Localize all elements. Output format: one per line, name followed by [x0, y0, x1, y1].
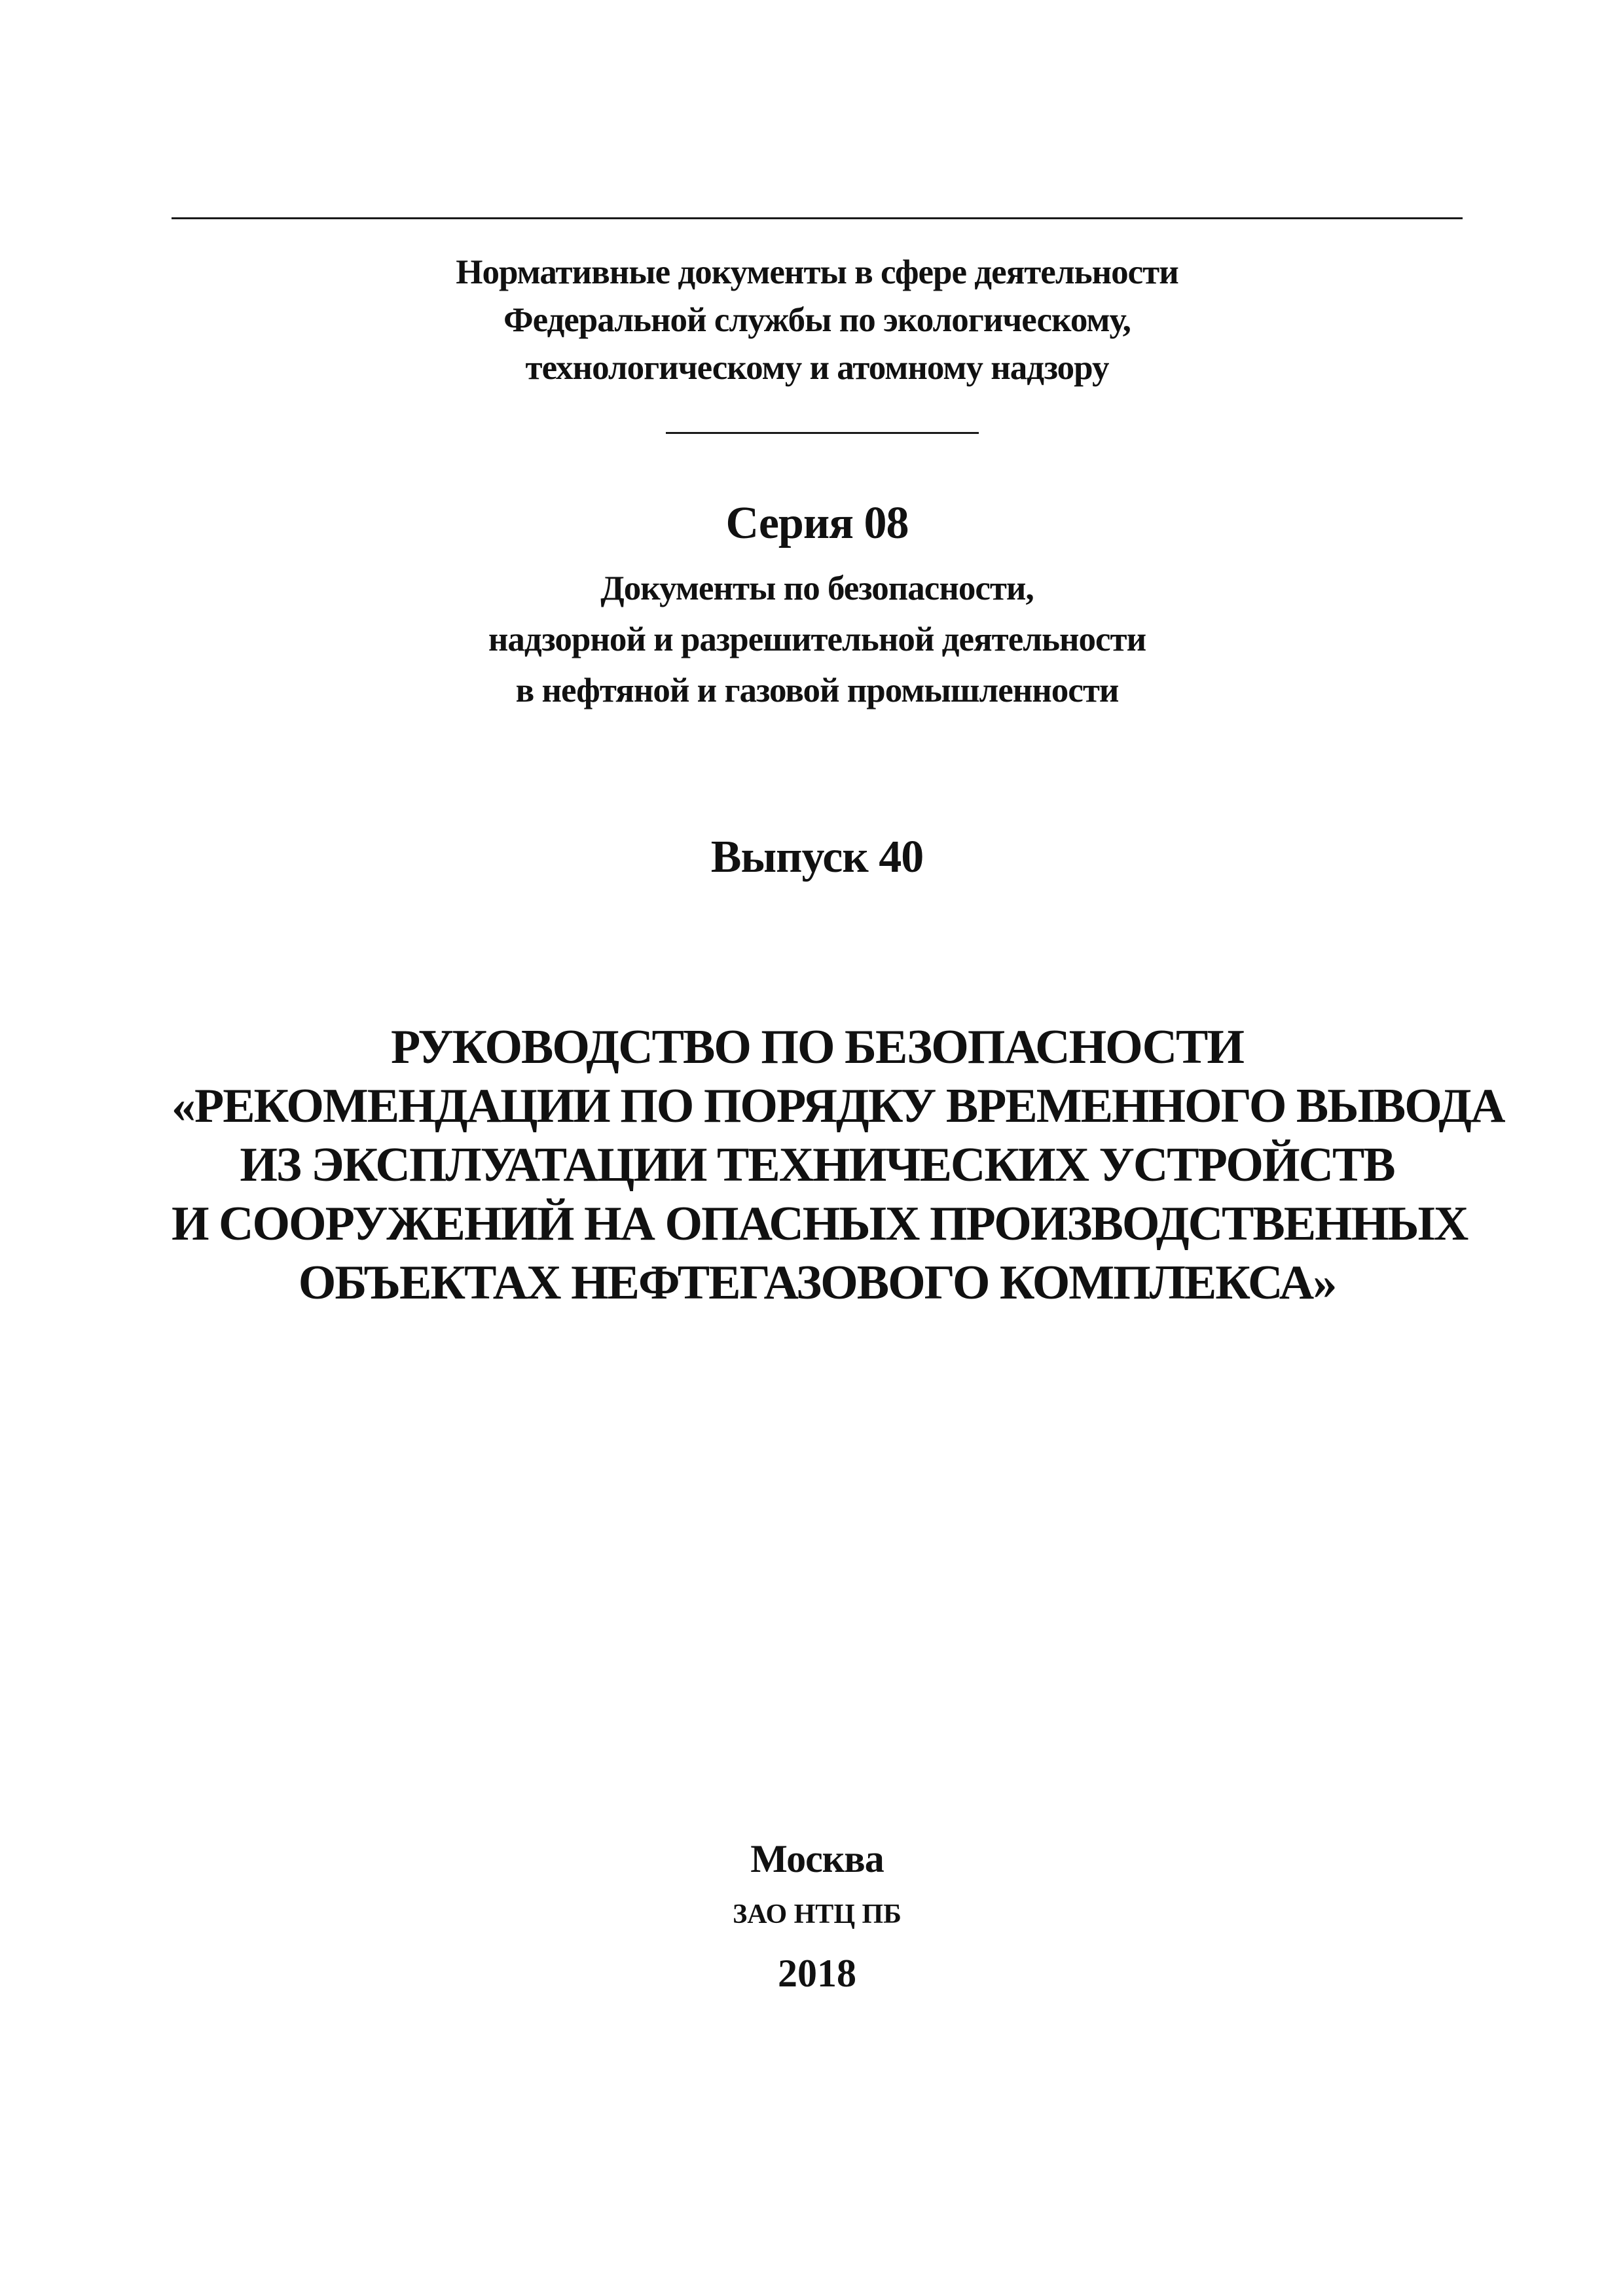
- imprint-year: 2018: [778, 1952, 856, 1995]
- imprint-city: Москва: [750, 1837, 884, 1880]
- series-description-line: Документы по безопасности,: [600, 569, 1034, 607]
- imprint-publisher: ЗАО НТЦ ПБ: [733, 1899, 902, 1929]
- series-description-line: надзорной и разрешительной деятельности: [488, 620, 1146, 658]
- document-title-line: РУКОВОДСТВО ПО БЕЗОПАСНОСТИ: [391, 1020, 1243, 1074]
- series-description-line: в нефтяной и газовой промышленности: [515, 672, 1119, 709]
- top-rule: [172, 217, 1463, 219]
- header-separator-rule: [666, 432, 979, 434]
- series-title: Серия 08: [725, 498, 909, 548]
- header-line: Нормативные документы в сфере деятельности: [456, 253, 1178, 291]
- document-title-line: И СООРУЖЕНИЙ НА ОПАСНЫХ ПРОИЗВОДСТВЕННЫХ: [172, 1197, 1468, 1251]
- issue-number: Выпуск 40: [710, 832, 924, 882]
- document-title: [172, 1018, 1504, 1312]
- document-title-line: «РЕКОМЕНДАЦИИ ПО ПОРЯДКУ ВРЕМЕННОГО ВЫВОДА: [172, 1079, 1504, 1133]
- header-line: Федеральной службы по экологическому,: [503, 301, 1131, 339]
- issuing-authority-header: [172, 249, 1463, 392]
- document-title-line: ОБЪЕКТАХ НЕФТЕГАЗОВОГО КОМПЛЕКСА»: [298, 1256, 1336, 1310]
- document-title-line: ИЗ ЭКСПЛУАТАЦИИ ТЕХНИЧЕСКИХ УСТРОЙСТВ: [240, 1138, 1395, 1192]
- header-line: технологическому и атомному надзору: [525, 349, 1109, 387]
- series-description: [172, 563, 1463, 716]
